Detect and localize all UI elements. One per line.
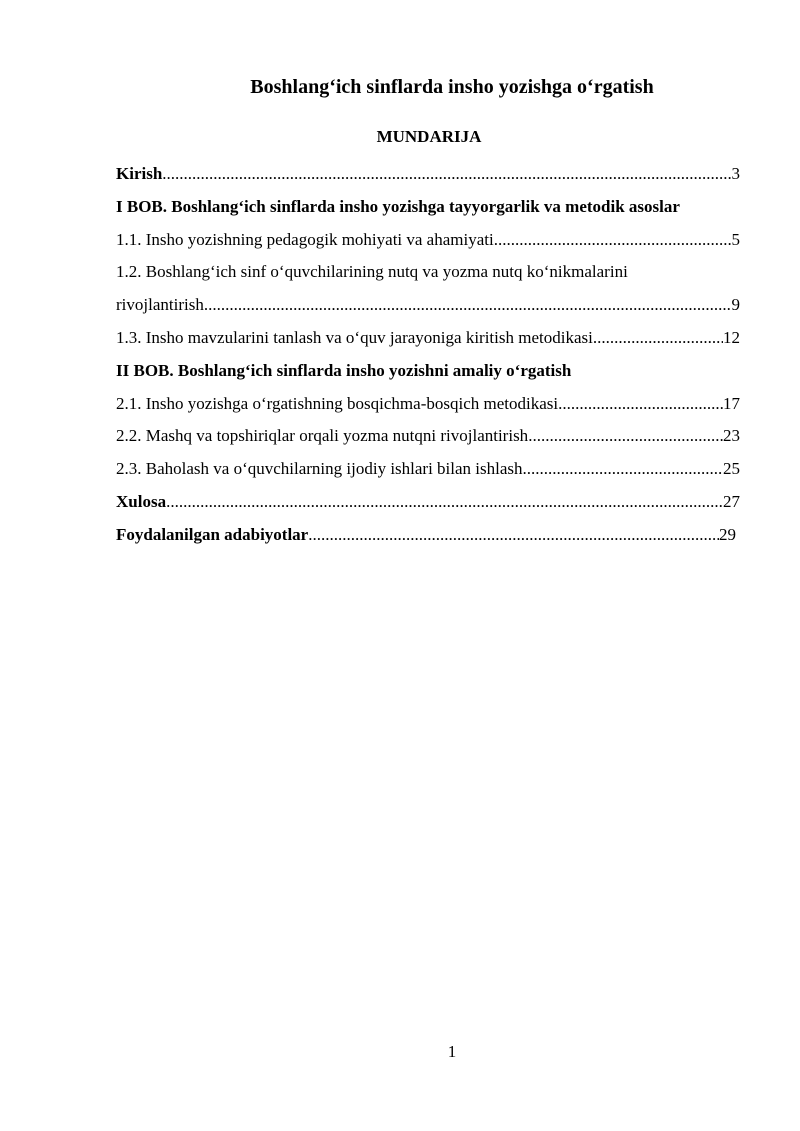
toc-entry-page: 29 (719, 524, 736, 544)
toc-entry-label: rivojlantirish (116, 295, 204, 315)
toc-entry-page: 9 (731, 295, 740, 315)
toc-entry-label: 1.2. Boshlang‘ich sinf o‘quvchilarining nutq va yozma nutq ko‘nikmalarini (116, 262, 628, 282)
toc-entry-page: 5 (731, 229, 740, 249)
page-number: 1 (447, 1042, 457, 1061)
toc-chapter-1 (116, 191, 740, 224)
toc-entry-2-2 (116, 420, 740, 453)
toc-entry-adabiyotlar (116, 519, 736, 552)
toc-entry-page: 3 (731, 164, 740, 183)
table-of-contents (116, 158, 740, 552)
toc-entry-2-3 (116, 453, 740, 486)
toc-entry-label: 2.1. Insho yozishga o‘rgatishning bosqichma-bosqich metodikasi (116, 393, 559, 413)
dot-leader (494, 224, 732, 257)
toc-entry-page: 17 (723, 393, 740, 413)
toc-entry-1-3 (116, 322, 740, 355)
toc-entry-label: II BOB. Boshlang‘ich sinflarda insho yozishni amaliy o‘rgatish (116, 360, 572, 380)
toc-entry-1-1 (116, 224, 740, 257)
toc-entry-label: 1.1. Insho yozishning pedagogik mohiyati va ahamiyati (116, 229, 494, 249)
dot-leader (162, 158, 731, 191)
toc-entry-page: 23 (723, 426, 740, 446)
toc-entry-label: 1.3. Insho mavzularini tanlash va o‘quv jarayoniga kiritish metodikasi (116, 327, 593, 347)
toc-entry-label: I BOB. Boshlang‘ich sinflarda insho yozishga tayyorgarlik va metodik asoslar (116, 196, 680, 216)
dot-leader (523, 453, 723, 486)
toc-entry-page: 27 (723, 491, 740, 511)
dot-leader (558, 388, 723, 421)
dot-leader (308, 519, 719, 552)
toc-entry-label: Foydalanilgan adabiyotlar (116, 524, 309, 544)
document-title: Boshlang‘ich sinflarda insho yozishga o‘rgatish (250, 76, 654, 98)
dot-leader (593, 322, 723, 355)
toc-entry-1-2-line-1 (116, 256, 740, 289)
toc-entry-2-1 (116, 388, 740, 421)
dot-leader (204, 289, 732, 322)
toc-chapter-2 (116, 355, 740, 388)
dot-leader (166, 486, 723, 519)
toc-entry-label: 2.2. Mashq va topshiriqlar orqali yozma nutqni rivojlantirish (116, 426, 529, 446)
toc-entry-xulosa (116, 486, 740, 519)
toc-entry-page: 25 (723, 459, 740, 479)
toc-entry-label: 2.3. Baholash va o‘quvchilarning ijodiy ishlari bilan ishlash (116, 459, 523, 479)
toc-entry-label: Kirish (116, 164, 163, 183)
dot-leader (528, 420, 723, 453)
toc-entry-1-2-line-2 (116, 289, 740, 322)
toc-heading: MUNDARIJA (376, 127, 482, 146)
toc-entry-page: 12 (723, 327, 740, 347)
toc-entry-label: Xulosa (116, 491, 167, 511)
toc-entry-kirish (116, 158, 740, 191)
